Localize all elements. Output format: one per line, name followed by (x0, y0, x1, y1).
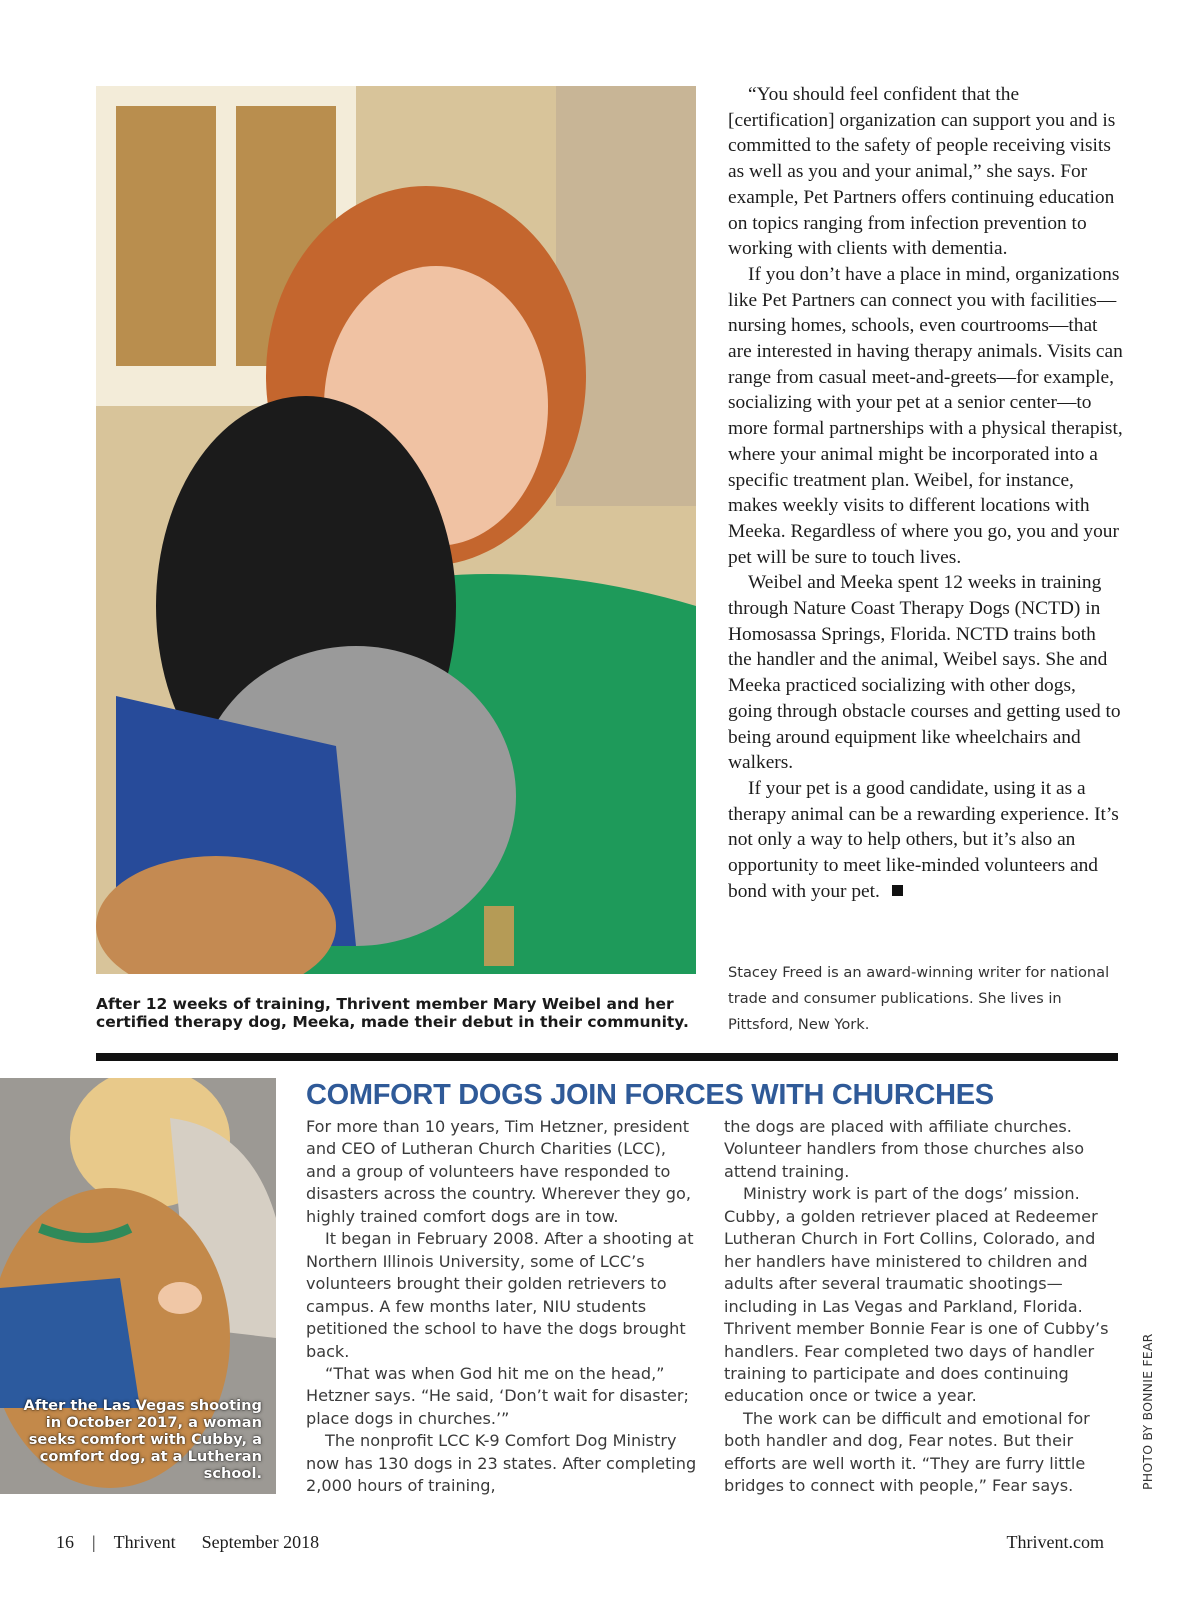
sidebar-paragraph: The nonprofit LCC K-9 Comfort Dog Ministry now has 130 dogs in 23 states. After completing 2,000 hours of training, (306, 1431, 697, 1496)
page-number: 16 (56, 1532, 74, 1552)
main-photo (96, 86, 696, 974)
photo-credit: PHOTO BY BONNIE FEAR (1140, 1333, 1155, 1490)
article-paragraph-last (728, 776, 1124, 905)
sidebar-headline: COMFORT DOGS JOIN FORCES WITH CHURCHES (306, 1079, 994, 1111)
article-body (728, 82, 1124, 905)
sidebar-paragraph: For more than 10 years, Tim Hetzner, president and CEO of Lutheran Church Charities (LCC), and a group of volunteers have responded to disasters across the country. Wherever they go, highly trained comfort dogs are in tow. (306, 1117, 691, 1226)
footer-separator: | (92, 1532, 96, 1552)
section-divider (96, 1053, 1118, 1061)
article-paragraph: Weibel and Meeka spent 12 weeks in training through Nature Coast Therapy Dogs (NCTD) in Homosassa Springs, Florida. NCTD trains both the handler and the animal, Weibel says. She and Meeka practiced socializing with other dogs, going through obstacle courses and getting used to being around equipment like wheelchairs and walkers. (728, 572, 1121, 774)
footer-left (56, 1532, 319, 1553)
sidebar-column-right (724, 1116, 1116, 1498)
photo-woman-with-therapy-dog (96, 86, 696, 974)
sidebar-photo-caption: After the Las Vegas shooting in October 2017, a woman seeks comfort with Cubby, a comfort dog, at a Lutheran school. (23, 1397, 262, 1482)
author-bio: Stacey Freed is an award-winning writer for national trade and consumer publications. She lives in Pittsford, New York. (728, 964, 1110, 1033)
publication-name: Thrivent (113, 1532, 176, 1552)
sidebar-paragraph: Ministry work is part of the dogs’ mission. Cubby, a golden retriever placed at Redeemer Lutheran Church in Fort Collins, Colorado, and her handlers have ministered to children and adults after several traumatic shootings—including in Las Vegas and Parkland, Florida. Thrivent member Bonnie Fear is one of Cubby’s handlers. Fear completed two days of handler training to participate and does continuing education once or twice a year. (724, 1184, 1109, 1406)
end-of-article-square-icon (892, 885, 903, 896)
sidebar-photo (0, 1078, 276, 1494)
article-paragraph: “You should feel confident that the [certification] organization can support you and is committed to the safety of people receiving visits as well as you and your animal,” she says. For example, Pet Partners offers continuing education on topics ranging from infection prevention to working with clients with dementia. (728, 84, 1116, 260)
sidebar-paragraph: “That was when God hit me on the head,” Hetzner says. “He said, ‘Don’t wait for disaster; place dogs in churches.’” (306, 1363, 689, 1428)
issue-date: September 2018 (201, 1532, 320, 1552)
sidebar-paragraph: the dogs are placed with affiliate churches. Volunteer handlers from those churches also attend training. (724, 1117, 1085, 1181)
sidebar-column-left (306, 1116, 698, 1498)
article-paragraph-text: If your pet is a good candidate, using it as a therapy animal can be a rewarding experience. It’s not only a way to help others, but it’s also an opportunity to meet like-minded volunteers and bond with your pet. (728, 777, 1119, 902)
sidebar-paragraph: The work can be difficult and emotional for both handler and dog, Fear notes. But their efforts are well worth it. “They are furry little bridges to connect with people,” Fear says. (724, 1408, 1090, 1496)
footer-website: Thrivent.com (1006, 1532, 1104, 1552)
main-photo-caption: After 12 weeks of training, Thrivent member Mary Weibel and her certified therapy dog, Meeka, made their debut in their community. (96, 995, 689, 1031)
article-paragraph: If you don’t have a place in mind, organizations like Pet Partners can connect you with facilities—nursing homes, schools, even courtrooms—that are interested in having therapy animals. Visits can range from casual meet-and-greets—for example, socializing with your pet at a senior center—to more formal partnerships with a physical therapist, where your animal might be incorporated into a specific treatment plan. Weibel, for instance, makes weekly visits to different locations with Meeka. Regardless of where you go, you and your pet will be sure to touch lives. (728, 263, 1123, 568)
sidebar-paragraph: It began in February 2008. After a shooting at Northern Illinois University, some of LCC’s volunteers brought their golden retrievers to campus. A few months later, NIU students petitioned the school to have the dogs brought back. (306, 1229, 694, 1361)
